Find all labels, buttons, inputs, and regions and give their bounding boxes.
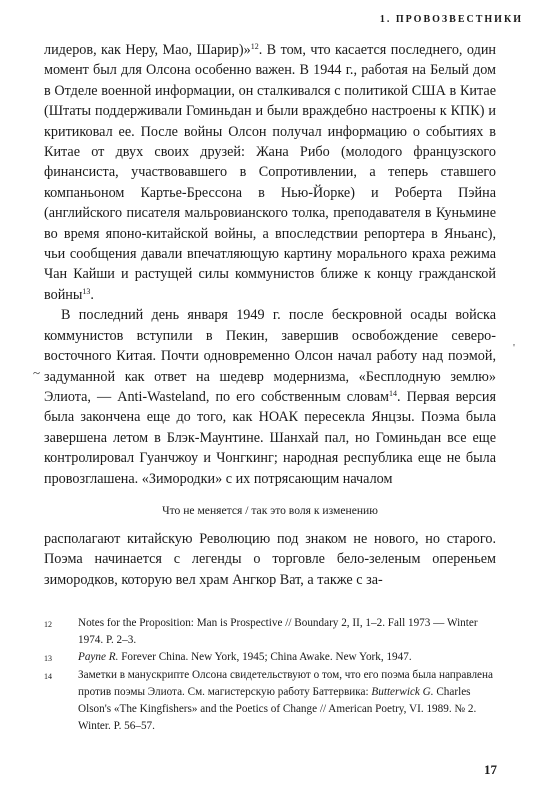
margin-mark: ' bbox=[513, 342, 515, 354]
margin-mark-dash: ~ bbox=[33, 365, 41, 380]
footnote-author: Payne R. bbox=[78, 651, 119, 663]
footnote-number: 13 bbox=[44, 654, 52, 663]
paragraph-1-text-c: . bbox=[90, 286, 94, 303]
page-number: 17 bbox=[484, 762, 497, 777]
footnote-ref-13: 13 bbox=[82, 286, 91, 296]
footnotes bbox=[44, 615, 496, 735]
footnote-ref-14: 14 bbox=[389, 388, 398, 398]
paragraph-2 bbox=[44, 305, 496, 489]
footnote-text bbox=[78, 649, 496, 667]
footnote-text: Notes for the Proposition: Man is Prospective // Boundary 2, II, 1–2. Fall 1973 — Winter 1974. P. 2–3. bbox=[78, 617, 478, 646]
footnote-number: 14 bbox=[44, 672, 52, 681]
footnote-text-body: Forever China. New York, 1945; China Awake. New York, 1947. bbox=[118, 651, 412, 663]
paragraph-1 bbox=[44, 40, 496, 305]
paragraph-2-text-a: В последний день января 1949 г. после бескровной осады войска коммунистов вступили в Пекин, завершив освобождение северо-восточного Китая. Почти одновременно Олсон начал работу над поэмой, задуманной как ответ на шедевр модернизма, «Бесплодную землю» Элиота, — Anti-Wasteland, по его собственным словам bbox=[44, 307, 496, 405]
footnote-14 bbox=[44, 667, 496, 735]
footnote-number: 12 bbox=[44, 620, 52, 629]
main-text bbox=[44, 40, 496, 590]
running-head: 1. ПРОВОЗВЕСТНИКИ bbox=[379, 14, 523, 25]
paragraph-1-text-b: . В том, что касается последнего, один момент был для Олсона особенно важен. В 1944 г., работая на Белый дом в Отделе военной информации, он сталкивался с политикой США в Китае (Штаты поддерживали Гоминьдан и были враждебно настроены к КПК) и критиковал ее. После войны Олсон получал информацию о событиях в Китае от двух своих друзей: Жана Рибо (молодого французского финансиста, участвовавшего в Сопротивлении, а теперь ставшего компаньоном Картье-Брессона в Нью-Йорке) и Роберта Пэйна (английского писателя мальровианского толка, преподавателя в Куньмине во время японо-китайской войны, а впоследствии репортера в Яньанс), чьи сообщения давали впечатляющую картину морального краха режима Чан Кайши и растущей силы коммунистов ближе к концу гражданской войны bbox=[44, 42, 496, 303]
footnote-text-b: Charles Olson's «The Kingfishers» and the Poetics of Change // American Poetry, VI. 1989. № 2. Winter. P. 56–57. bbox=[78, 686, 477, 732]
footnote-13 bbox=[44, 649, 496, 667]
footnote-ref-12: 12 bbox=[250, 42, 259, 51]
paragraph-3: располагают китайскую Революцию под знаком не нового, но старого. Поэма начинается с легенды о торговле бело-зеленым опереньем зимородков, которую вел храм Ангкор Ват, а также с за- bbox=[44, 530, 496, 588]
poem-quote: Что не меняется / так это воля к изменению bbox=[162, 503, 378, 517]
footnote-12 bbox=[44, 615, 496, 649]
paragraph-2-text-b: . Первая версия была закончена еще до того, как НОАК пересекла Янцзы. Поэма была завершена летом в Блэк-Маунтине. Шанхай пал, но Гоминьдан все еще контролировал Гуанчжоу и Чонгкинг; народная республика еще не была провозглашена. «Зимородки» с их потрясающим началом bbox=[44, 388, 496, 487]
footnote-text-a: Заметки в манускрипте Олсона свидетельствуют о том, что его поэма была направлена против поэмы Элиота. См. магистерскую работу Баттервика: bbox=[78, 669, 493, 698]
paragraph-1-text-a: лидеров, как Неру, Мао, Шарир)» bbox=[44, 42, 251, 58]
footnote-text bbox=[78, 667, 496, 735]
footnote-author: Butterwick G. bbox=[371, 686, 434, 698]
